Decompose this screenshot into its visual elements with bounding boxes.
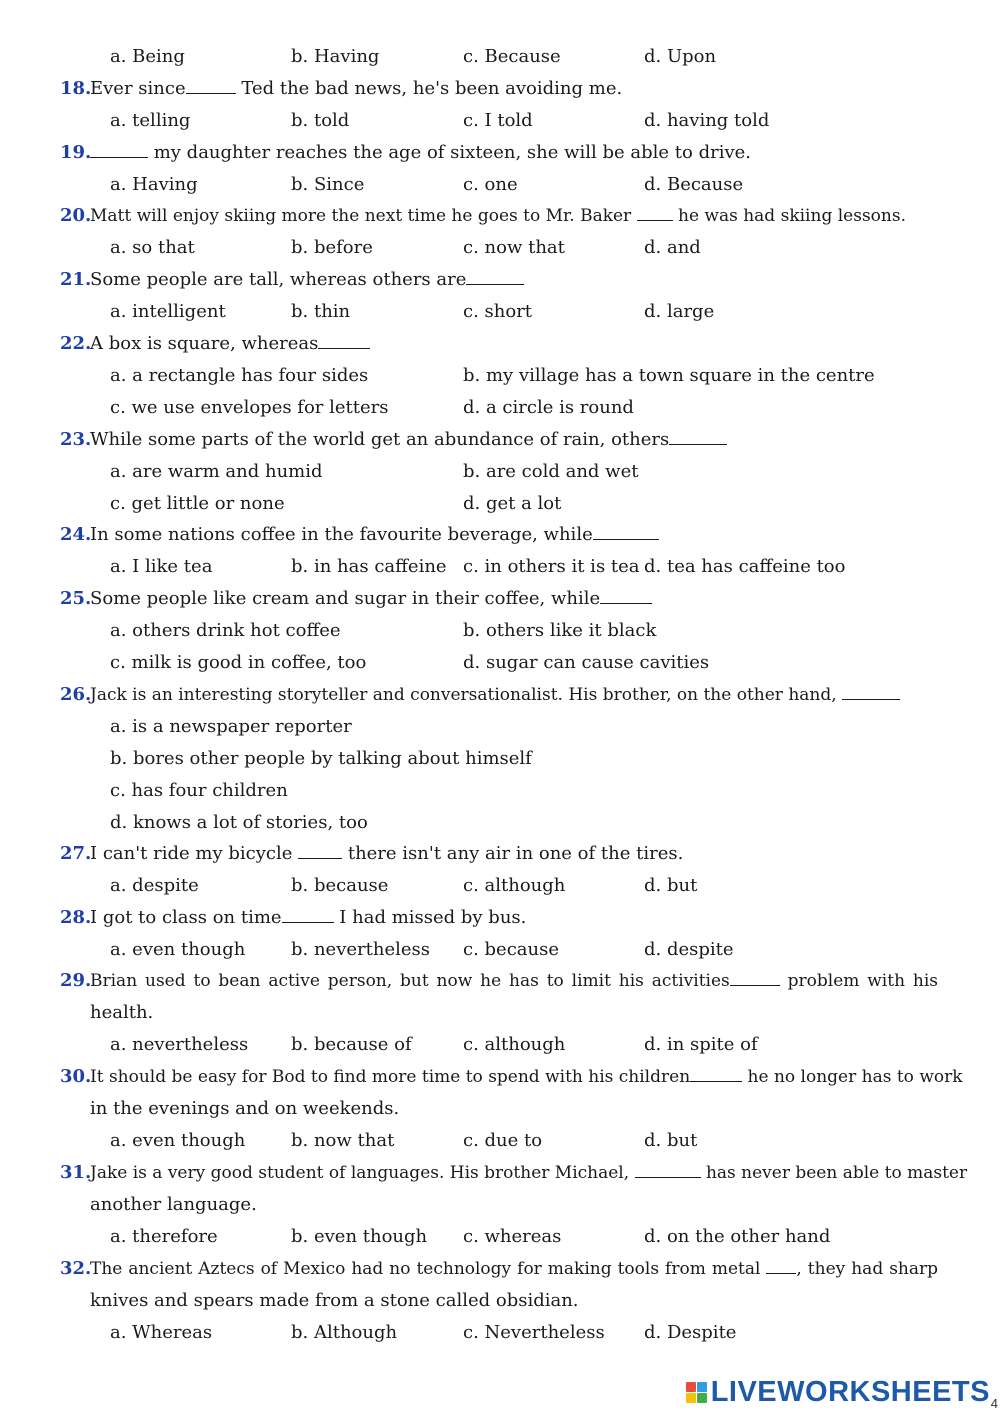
logo-squares-icon xyxy=(686,1382,707,1403)
option-d[interactable]: d. and xyxy=(644,237,701,258)
question-20 xyxy=(0,201,1000,231)
option-d[interactable]: d. having told xyxy=(644,110,770,131)
options-row-q23-cd xyxy=(0,489,1000,519)
option-c[interactable]: c. in others it is tea xyxy=(463,556,640,577)
option-a[interactable]: a. a rectangle has four sides xyxy=(110,365,369,386)
option-d[interactable]: d. in spite of xyxy=(644,1034,758,1055)
option-row-q26-c xyxy=(0,776,1000,806)
options-row-q32 xyxy=(0,1318,1000,1348)
question-number: 30. xyxy=(60,1066,92,1087)
option-c[interactable]: c. I told xyxy=(463,110,533,131)
question-text: my daughter reaches the age of sixteen, she will be able to drive. xyxy=(90,138,751,168)
question-text-continued: health. xyxy=(90,1002,154,1023)
answer-blank[interactable] xyxy=(766,1255,796,1274)
question-text: Some people like cream and sugar in their coffee, while xyxy=(90,584,652,614)
option-a[interactable]: a. even though xyxy=(110,1130,246,1151)
question-18 xyxy=(0,74,1000,104)
option-a[interactable]: a. so that xyxy=(110,237,195,258)
answer-blank[interactable] xyxy=(730,967,780,986)
options-row-q29 xyxy=(0,1030,1000,1060)
option-a[interactable]: a. Having xyxy=(110,174,198,195)
option-c[interactable]: c. one xyxy=(463,174,518,195)
question-29 xyxy=(0,966,1000,996)
option-c[interactable]: c. although xyxy=(463,1034,566,1055)
option-a[interactable]: a. Whereas xyxy=(110,1322,213,1343)
option-c[interactable]: c. Because xyxy=(463,46,561,67)
question-text: While some parts of the world get an abundance of rain, others xyxy=(90,425,727,455)
option-a[interactable]: a. telling xyxy=(110,110,191,131)
option-d[interactable]: d. Despite xyxy=(644,1322,737,1343)
option-c[interactable]: c. Nevertheless xyxy=(463,1322,605,1343)
question-number: 22. xyxy=(60,333,92,354)
option-row-q26-a xyxy=(0,712,1000,742)
question-text: I can't ride my bicycle there isn't any air in one of the tires. xyxy=(90,839,683,869)
question-text-continued: knives and spears made from a stone called obsidian. xyxy=(90,1290,579,1311)
options-row-q21 xyxy=(0,297,1000,327)
question-number: 26. xyxy=(60,684,92,705)
option-a[interactable]: a. therefore xyxy=(110,1226,218,1247)
option-d[interactable]: d. get a lot xyxy=(463,493,562,514)
option-d[interactable]: d. but xyxy=(644,1130,698,1151)
question-text: I got to class on time I had missed by bus. xyxy=(90,903,526,933)
options-row-q19 xyxy=(0,170,1000,200)
option-d[interactable]: d. but xyxy=(644,875,698,896)
liveworksheets-logo xyxy=(686,1374,990,1410)
option-d[interactable]: d. tea has caffeine too xyxy=(644,556,846,577)
question-22 xyxy=(0,329,1000,359)
option-b[interactable]: b. Although xyxy=(291,1322,398,1343)
question-text: In some nations coffee in the favourite beverage, while xyxy=(90,520,659,550)
option-c[interactable]: c. we use envelopes for letters xyxy=(110,397,389,418)
options-row-q22-ab xyxy=(0,361,1000,391)
question-number: 32. xyxy=(60,1258,92,1279)
question-text: Brian used to bean active person, but now he has to limit his activities problem with his xyxy=(90,966,938,996)
answer-blank[interactable] xyxy=(593,521,659,540)
option-c[interactable]: c. due to xyxy=(463,1130,543,1151)
question-number: 19. xyxy=(60,142,92,163)
option-a[interactable]: a. intelligent xyxy=(110,301,226,322)
answer-blank[interactable] xyxy=(466,266,524,285)
options-row-q31 xyxy=(0,1222,1000,1252)
option-b[interactable]: b. told xyxy=(291,110,350,131)
option-row-q26-b xyxy=(0,744,1000,774)
question-text: It should be easy for Bod to find more time to spend with his children he no longer has to work xyxy=(90,1062,938,1092)
option-b[interactable]: b. now that xyxy=(291,1130,395,1151)
option-b[interactable]: b. before xyxy=(291,237,373,258)
options-row-q28 xyxy=(0,935,1000,965)
option-b[interactable]: b. because of xyxy=(291,1034,412,1055)
option-a[interactable]: a. even though xyxy=(110,939,246,960)
option-d[interactable]: d. Because xyxy=(644,174,744,195)
options-row-q17 xyxy=(0,42,1000,72)
option-b[interactable]: b. my village has a town square in the centre xyxy=(463,365,875,386)
option-d[interactable]: d. on the other hand xyxy=(644,1226,831,1247)
option-c[interactable]: c. now that xyxy=(463,237,565,258)
options-row-q23-ab xyxy=(0,457,1000,487)
option-c[interactable]: c. has four children xyxy=(110,780,288,801)
question-32 xyxy=(0,1254,1000,1284)
question-25 xyxy=(0,584,1000,614)
question-32-continued xyxy=(0,1286,1000,1316)
options-row-q27 xyxy=(0,871,1000,901)
option-d[interactable]: d. a circle is round xyxy=(463,397,634,418)
options-row-q24 xyxy=(0,552,1000,582)
option-a[interactable]: a. Being xyxy=(110,46,185,67)
option-b[interactable]: b. Since xyxy=(291,174,365,195)
options-row-q25-ab xyxy=(0,616,1000,646)
option-b[interactable]: b. in has caffeine xyxy=(291,556,447,577)
option-a[interactable]: a. I like tea xyxy=(110,556,213,577)
answer-blank[interactable] xyxy=(186,75,236,94)
question-number: 25. xyxy=(60,588,92,609)
question-number: 20. xyxy=(60,205,92,226)
question-number: 24. xyxy=(60,524,92,545)
question-21 xyxy=(0,265,1000,295)
question-19 xyxy=(0,138,1000,168)
question-number: 31. xyxy=(60,1162,92,1183)
option-b[interactable]: b. are cold and wet xyxy=(463,461,639,482)
option-a[interactable]: a. nevertheless xyxy=(110,1034,249,1055)
answer-blank[interactable] xyxy=(637,202,673,221)
question-30 xyxy=(0,1062,1000,1092)
option-b[interactable]: b. because xyxy=(291,875,389,896)
option-c[interactable]: c. short xyxy=(463,301,533,322)
options-row-q22-cd xyxy=(0,393,1000,423)
question-text: Jack is an interesting storyteller and conversationalist. His brother, on the other hand, xyxy=(90,680,900,710)
option-b[interactable]: b. Having xyxy=(291,46,380,67)
question-number: 28. xyxy=(60,907,92,928)
question-23 xyxy=(0,425,1000,455)
answer-blank[interactable] xyxy=(600,585,652,604)
option-a[interactable]: a. despite xyxy=(110,875,199,896)
question-number: 29. xyxy=(60,970,92,991)
question-text: Some people are tall, whereas others are xyxy=(90,265,524,295)
answer-blank[interactable] xyxy=(318,330,370,349)
option-a[interactable]: a. are warm and humid xyxy=(110,461,323,482)
answer-blank[interactable] xyxy=(635,1159,701,1178)
option-b[interactable]: b. others like it black xyxy=(463,620,657,641)
option-c[interactable]: c. whereas xyxy=(463,1226,562,1247)
question-number: 18. xyxy=(60,78,92,99)
answer-blank[interactable] xyxy=(298,840,342,859)
question-26 xyxy=(0,680,1000,710)
answer-blank[interactable] xyxy=(842,681,900,700)
options-row-q18 xyxy=(0,106,1000,136)
question-30-continued xyxy=(0,1094,1000,1124)
option-c[interactable]: c. although xyxy=(463,875,566,896)
option-b[interactable]: b. bores other people by talking about himself xyxy=(110,748,532,769)
question-text: Matt will enjoy skiing more the next time he goes to Mr. Baker he was had skiing lessons. xyxy=(90,201,906,231)
answer-blank[interactable] xyxy=(282,904,334,923)
option-row-q26-d xyxy=(0,808,1000,838)
question-29-continued xyxy=(0,998,1000,1028)
question-number: 23. xyxy=(60,429,92,450)
question-text: A box is square, whereas xyxy=(90,329,370,359)
logo-text: LIVEWORKSHEETS xyxy=(710,1375,990,1408)
answer-blank[interactable] xyxy=(90,139,148,158)
option-b[interactable]: b. nevertheless xyxy=(291,939,430,960)
option-d[interactable]: d. knows a lot of stories, too xyxy=(110,812,368,833)
answer-blank[interactable] xyxy=(669,426,727,445)
options-row-q30 xyxy=(0,1126,1000,1156)
option-d[interactable]: d. large xyxy=(644,301,715,322)
question-text: The ancient Aztecs of Mexico had no technology for making tools from metal , they had sharp xyxy=(90,1254,938,1284)
question-28 xyxy=(0,903,1000,933)
option-b[interactable]: b. even though xyxy=(291,1226,428,1247)
option-b[interactable]: b. thin xyxy=(291,301,351,322)
question-24 xyxy=(0,520,1000,550)
question-31 xyxy=(0,1158,1000,1188)
options-row-q20 xyxy=(0,233,1000,263)
question-text: Jake is a very good student of languages. His brother Michael, has never been able to master xyxy=(90,1158,938,1188)
option-c[interactable]: c. get little or none xyxy=(110,493,285,514)
options-row-q25-cd xyxy=(0,648,1000,678)
question-text: Ever since Ted the bad news, he's been avoiding me. xyxy=(90,74,622,104)
question-text-continued: another language. xyxy=(90,1194,257,1215)
option-a[interactable]: a. others drink hot coffee xyxy=(110,620,341,641)
question-27 xyxy=(0,839,1000,869)
option-d[interactable]: d. sugar can cause cavities xyxy=(463,652,710,673)
option-c[interactable]: c. because xyxy=(463,939,559,960)
option-d[interactable]: d. Upon xyxy=(644,46,717,67)
option-a[interactable]: a. is a newspaper reporter xyxy=(110,716,352,737)
answer-blank[interactable] xyxy=(690,1063,742,1082)
question-number: 21. xyxy=(60,269,92,290)
question-number: 27. xyxy=(60,843,92,864)
question-text-continued: in the evenings and on weekends. xyxy=(90,1098,400,1119)
page-number: 4 xyxy=(990,1396,998,1411)
option-c[interactable]: c. milk is good in coffee, too xyxy=(110,652,367,673)
option-d[interactable]: d. despite xyxy=(644,939,734,960)
question-31-continued xyxy=(0,1190,1000,1220)
